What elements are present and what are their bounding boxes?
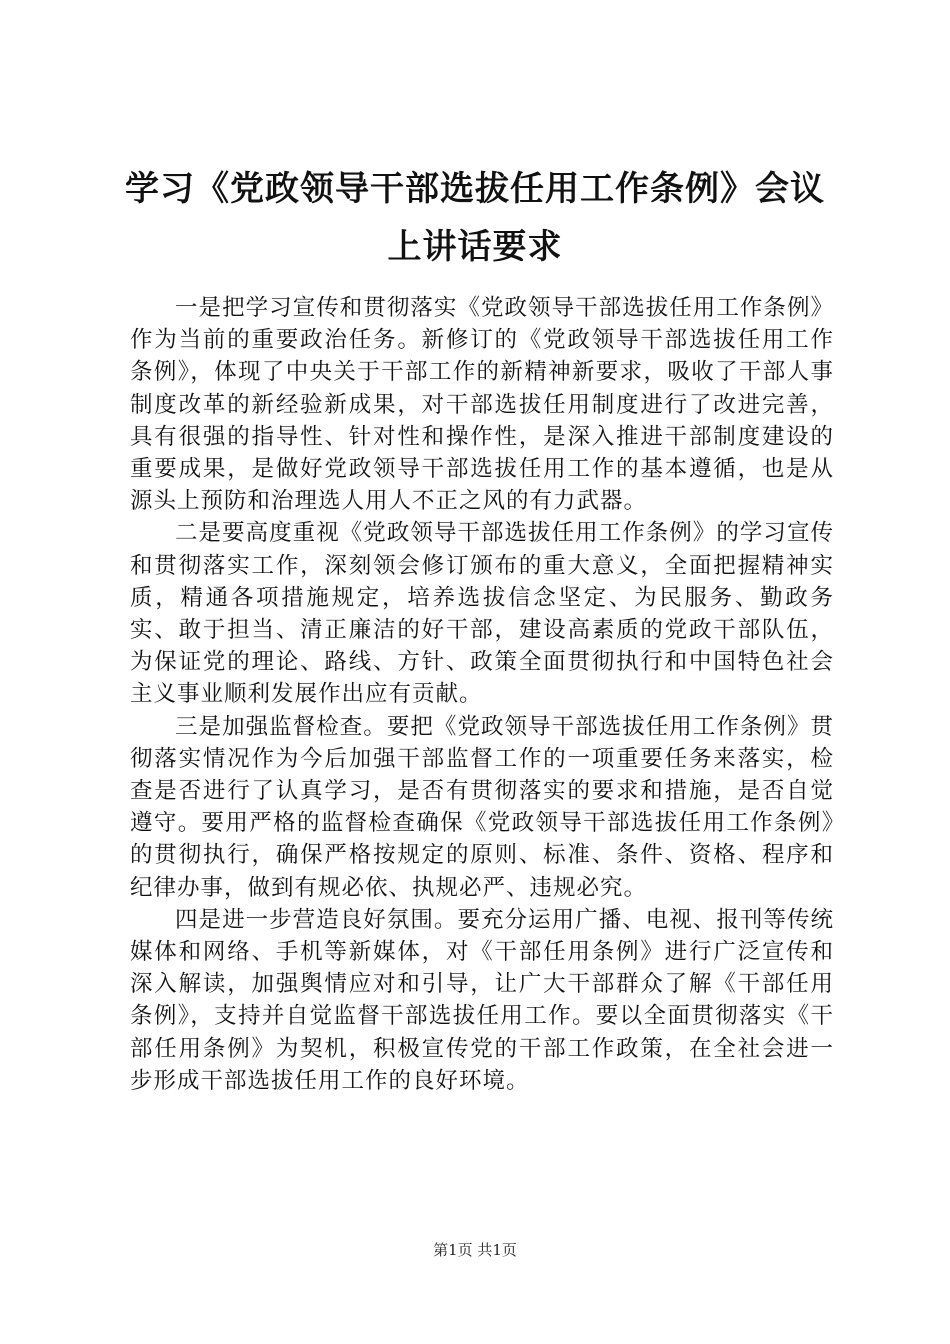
document-body (130, 292, 834, 1097)
title-line-1: 学习《党政领导干部选拔任用工作条例》会议 (125, 169, 825, 209)
document-title (110, 160, 840, 276)
paragraph-4: 四是进一步营造良好氛围。要充分运用广播、电视、报刊等传统媒体和网络、手机等新媒体，对《干部任用条例》进行广泛宣传和深入解读，加强舆情应对和引导，让广大干部群众了解《干部任用条例》，支持并自觉监督干部选拔任用工作。要以全面贯彻落实《干部任用条例》为契机，积极宣传党的干部工作政策，在全社会进一步形成干部选拔任用工作的良好环境。 (130, 906, 834, 1094)
paragraph-2: 二是要高度重视《党政领导干部选拔任用工作条例》的学习宣传和贯彻落实工作，深刻领会修订颁布的重大意义，全面把握精神实质，精通各项措施规定，培养选拔信念坚定、为民服务、勤政务实、敢于担当、清正廉洁的好干部，建设高素质的党政干部队伍，为保证党的理论、路线、方针、政策全面贯彻执行和中国特色社会主义事业顺利发展作出应有贡献。 (130, 520, 834, 708)
paragraph-3: 三是加强监督检查。要把《党政领导干部选拔任用工作条例》贯彻落实情况作为今后加强干部监督工作的一项重要任务来落实，检查是否进行了认真学习，是否有贯彻落实的要求和措施，是否自觉遵守。要用严格的监督检查确保《党政领导干部选拔任用工作条例》的贯彻执行，确保严格按规定的原则、标准、条件、资格、程序和纪律办事，做到有规必依、执规必严、违规必究。 (130, 713, 834, 901)
paragraph-1: 一是把学习宣传和贯彻落实《党政领导干部选拔任用工作条例》作为当前的重要政治任务。新修订的《党政领导干部选拔任用工作条例》，体现了中央关于干部工作的新精神新要求，吸收了干部人事制度改革的新经验新成果，对干部选拔任用制度进行了改进完善，具有很强的指导性、针对性和操作性，是深入推进干部制度建设的重要成果，是做好党政领导干部选拔任用工作的基本遵循，也是从源头上预防和治理选人用人不正之风的有力武器。 (130, 295, 834, 515)
page-footer: 第1页 共1页 (433, 1241, 517, 1259)
title-line-2: 上讲话要求 (387, 227, 563, 267)
